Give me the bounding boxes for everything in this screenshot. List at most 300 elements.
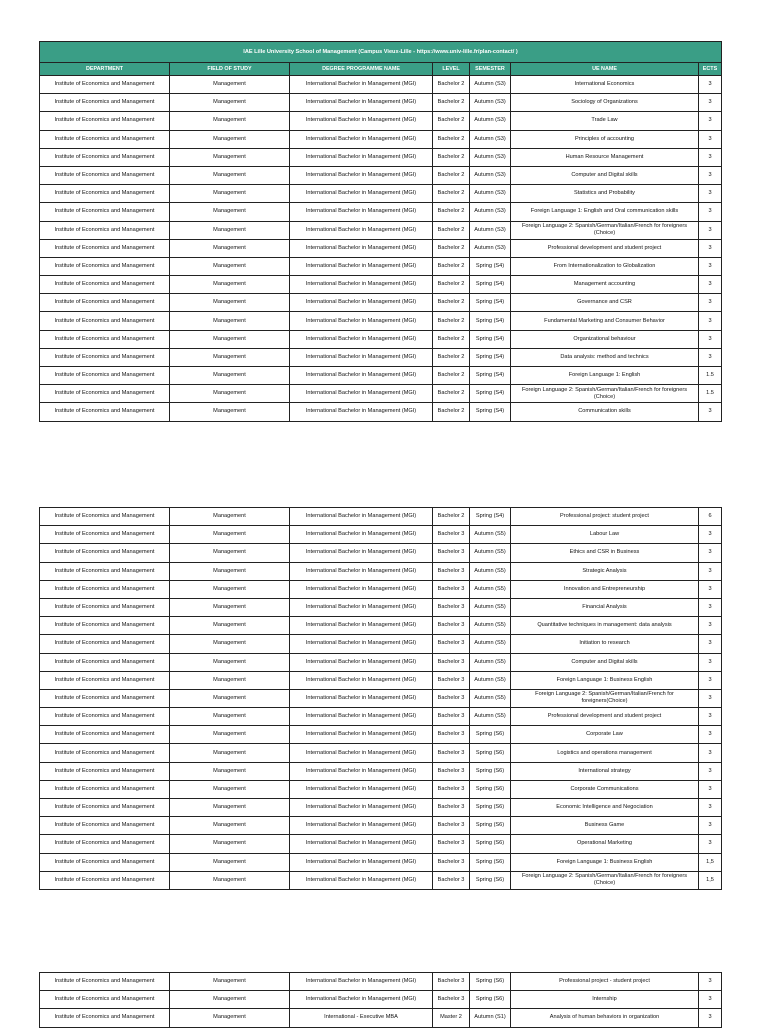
table-row — [40, 148, 722, 166]
cell-programme: International Bachelor in Management (MGI) — [290, 762, 433, 780]
cell-programme: International Bachelor in Management (MGI) — [290, 294, 433, 312]
cell-department: Institute of Economics and Management — [40, 780, 170, 798]
table-row — [40, 367, 722, 385]
table-row — [40, 671, 722, 689]
cell-department: Institute of Economics and Management — [40, 671, 170, 689]
cell-programme: International Bachelor in Management (MGI) — [290, 991, 433, 1009]
cell-ects: 3 — [699, 744, 722, 762]
cell-level: Bachelor 3 — [433, 835, 470, 853]
cell-level: Bachelor 3 — [433, 689, 470, 707]
cell-programme: International Bachelor in Management (MGI) — [290, 708, 433, 726]
cell-ects: 3 — [699, 580, 722, 598]
cell-department: Institute of Economics and Management — [40, 185, 170, 203]
cell-level: Bachelor 2 — [433, 312, 470, 330]
col-header-level: LEVEL — [433, 63, 470, 76]
cell-department: Institute of Economics and Management — [40, 562, 170, 580]
cell-level: Bachelor 3 — [433, 817, 470, 835]
cell-level: Bachelor 2 — [433, 348, 470, 366]
cell-programme: International Bachelor in Management (MGI) — [290, 871, 433, 889]
table-row — [40, 185, 722, 203]
cell-department: Institute of Economics and Management — [40, 526, 170, 544]
cell-department: Institute of Economics and Management — [40, 294, 170, 312]
cell-field-of-study: Management — [170, 330, 290, 348]
cell-semester: Autumn (S5) — [470, 635, 511, 653]
cell-ue-name: Fundamental Marketing and Consumer Behavior — [511, 312, 699, 330]
cell-ects: 3 — [699, 762, 722, 780]
table-row — [40, 653, 722, 671]
cell-ue-name: International Economics — [511, 76, 699, 94]
table-row — [40, 780, 722, 798]
cell-field-of-study: Management — [170, 367, 290, 385]
cell-department: Institute of Economics and Management — [40, 708, 170, 726]
table-row — [40, 294, 722, 312]
cell-ects: 3 — [699, 221, 722, 239]
cell-ue-name: Foreign Language 2: Spanish/German/Italian/French for foreigners(Choice) — [511, 689, 699, 707]
cell-level: Bachelor 2 — [433, 221, 470, 239]
cell-field-of-study: Management — [170, 130, 290, 148]
cell-department: Institute of Economics and Management — [40, 973, 170, 991]
col-header-ects: ECTS — [699, 63, 722, 76]
cell-programme: International Bachelor in Management (MGI) — [290, 130, 433, 148]
cell-semester: Spring (S6) — [470, 973, 511, 991]
cell-field-of-study: Management — [170, 1009, 290, 1027]
table-row — [40, 562, 722, 580]
cell-level: Master 2 — [433, 1009, 470, 1027]
col-header-field: FIELD OF STUDY — [170, 63, 290, 76]
cell-field-of-study: Management — [170, 239, 290, 257]
cell-level: Bachelor 3 — [433, 544, 470, 562]
cell-ects: 3 — [699, 148, 722, 166]
cell-ects: 3 — [699, 257, 722, 275]
cell-ue-name: Professional development and student project — [511, 708, 699, 726]
table-row — [40, 817, 722, 835]
cell-semester: Autumn (S1) — [470, 1009, 511, 1027]
cell-semester: Spring (S6) — [470, 744, 511, 762]
cell-programme: International Bachelor in Management (MGI) — [290, 112, 433, 130]
cell-field-of-study: Management — [170, 203, 290, 221]
cell-semester: Spring (S6) — [470, 871, 511, 889]
cell-level: Bachelor 2 — [433, 403, 470, 421]
cell-programme: International Bachelor in Management (MGI) — [290, 385, 433, 403]
cell-field-of-study: Management — [170, 385, 290, 403]
cell-ue-name: Corporate Law — [511, 726, 699, 744]
cell-ects: 3 — [699, 1009, 722, 1027]
cell-programme: International Bachelor in Management (MGI) — [290, 276, 433, 294]
cell-level: Bachelor 2 — [433, 508, 470, 526]
cell-programme: International Bachelor in Management (MGI) — [290, 544, 433, 562]
cell-level: Bachelor 2 — [433, 130, 470, 148]
cell-ue-name: Principles of accounting — [511, 130, 699, 148]
cell-ue-name: Foreign Language 1: English — [511, 367, 699, 385]
cell-programme: International Bachelor in Management (MGI) — [290, 330, 433, 348]
cell-department: Institute of Economics and Management — [40, 853, 170, 871]
cell-programme: International Bachelor in Management (MGI) — [290, 403, 433, 421]
cell-programme: International Bachelor in Management (MGI) — [290, 526, 433, 544]
cell-ects: 3 — [699, 130, 722, 148]
cell-ue-name: Initiation to research — [511, 635, 699, 653]
cell-ects: 3 — [699, 403, 722, 421]
cell-ects: 3 — [699, 726, 722, 744]
cell-level: Bachelor 3 — [433, 744, 470, 762]
cell-ue-name: Management accounting — [511, 276, 699, 294]
cell-semester: Autumn (S3) — [470, 76, 511, 94]
cell-department: Institute of Economics and Management — [40, 221, 170, 239]
cell-field-of-study: Management — [170, 780, 290, 798]
cell-ects: 3 — [699, 526, 722, 544]
cell-ue-name: Corporate Communications — [511, 780, 699, 798]
cell-level: Bachelor 3 — [433, 526, 470, 544]
cell-department: Institute of Economics and Management — [40, 580, 170, 598]
cell-field-of-study: Management — [170, 221, 290, 239]
table-row — [40, 526, 722, 544]
cell-department: Institute of Economics and Management — [40, 635, 170, 653]
table-row — [40, 708, 722, 726]
cell-level: Bachelor 3 — [433, 653, 470, 671]
cell-ue-name: Statistics and Probability — [511, 185, 699, 203]
cell-semester: Spring (S4) — [470, 294, 511, 312]
cell-semester: Spring (S4) — [470, 348, 511, 366]
cell-ects: 3 — [699, 799, 722, 817]
course-table-2 — [39, 507, 722, 890]
cell-department: Institute of Economics and Management — [40, 367, 170, 385]
table-row — [40, 403, 722, 421]
table-row — [40, 580, 722, 598]
cell-programme: International Bachelor in Management (MGI) — [290, 185, 433, 203]
table-row — [40, 1009, 722, 1027]
cell-semester: Autumn (S3) — [470, 148, 511, 166]
table-row — [40, 991, 722, 1009]
cell-field-of-study: Management — [170, 598, 290, 616]
cell-ects: 3 — [699, 239, 722, 257]
cell-programme: International Bachelor in Management (MGI) — [290, 508, 433, 526]
table-body-3 — [40, 973, 722, 1028]
cell-ue-name: Foreign Language 2: Spanish/German/Italian/French for foreigners (Choice) — [511, 385, 699, 403]
table-row — [40, 871, 722, 889]
cell-level: Bachelor 3 — [433, 726, 470, 744]
cell-programme: International Bachelor in Management (MGI) — [290, 562, 433, 580]
table-row — [40, 221, 722, 239]
cell-programme: International Bachelor in Management (MGI) — [290, 312, 433, 330]
table-row — [40, 348, 722, 366]
table-row — [40, 799, 722, 817]
cell-ue-name: Trade Law — [511, 112, 699, 130]
table-row — [40, 598, 722, 616]
cell-ects: 3 — [699, 617, 722, 635]
cell-field-of-study: Management — [170, 185, 290, 203]
cell-programme: International Bachelor in Management (MGI) — [290, 166, 433, 184]
cell-semester: Spring (S6) — [470, 817, 511, 835]
cell-semester: Spring (S4) — [470, 385, 511, 403]
cell-semester: Autumn (S5) — [470, 562, 511, 580]
cell-ects: 3 — [699, 276, 722, 294]
table-row — [40, 312, 722, 330]
cell-ue-name: Operational Marketing — [511, 835, 699, 853]
cell-semester: Spring (S6) — [470, 762, 511, 780]
cell-semester: Autumn (S5) — [470, 580, 511, 598]
cell-field-of-study: Management — [170, 94, 290, 112]
cell-level: Bachelor 2 — [433, 294, 470, 312]
cell-ects: 3 — [699, 653, 722, 671]
cell-field-of-study: Management — [170, 635, 290, 653]
cell-semester: Spring (S4) — [470, 367, 511, 385]
table-row — [40, 330, 722, 348]
cell-level: Bachelor 3 — [433, 853, 470, 871]
cell-ue-name: Organizational behaviour — [511, 330, 699, 348]
cell-semester: Autumn (S3) — [470, 239, 511, 257]
cell-semester: Spring (S4) — [470, 276, 511, 294]
cell-ects: 1.5 — [699, 385, 722, 403]
cell-semester: Autumn (S3) — [470, 185, 511, 203]
cell-department: Institute of Economics and Management — [40, 726, 170, 744]
cell-programme: International Bachelor in Management (MGI) — [290, 973, 433, 991]
cell-programme: International Bachelor in Management (MGI) — [290, 671, 433, 689]
cell-department: Institute of Economics and Management — [40, 508, 170, 526]
cell-department: Institute of Economics and Management — [40, 762, 170, 780]
cell-field-of-study: Management — [170, 617, 290, 635]
cell-level: Bachelor 2 — [433, 76, 470, 94]
table-row — [40, 112, 722, 130]
cell-programme: International - Executive MBA — [290, 1009, 433, 1027]
cell-field-of-study: Management — [170, 744, 290, 762]
cell-programme: International Bachelor in Management (MGI) — [290, 203, 433, 221]
cell-field-of-study: Management — [170, 257, 290, 275]
cell-ue-name: Data analysis: method and technics — [511, 348, 699, 366]
cell-ue-name: Governance and CSR — [511, 294, 699, 312]
table-row — [40, 544, 722, 562]
cell-department: Institute of Economics and Management — [40, 385, 170, 403]
cell-level: Bachelor 3 — [433, 598, 470, 616]
table-row — [40, 166, 722, 184]
cell-ects: 3 — [699, 991, 722, 1009]
cell-semester: Spring (S4) — [470, 508, 511, 526]
table-title: IAE Lille University School of Management (Campus Vieux-Lille - https://www.univ-lille.fr/plan-contact/ ) — [40, 42, 722, 63]
cell-department: Institute of Economics and Management — [40, 148, 170, 166]
table-row — [40, 94, 722, 112]
course-table-3 — [39, 972, 722, 1028]
col-header-semester: SEMESTER — [470, 63, 511, 76]
cell-level: Bachelor 2 — [433, 239, 470, 257]
cell-ects: 1.5 — [699, 367, 722, 385]
cell-level: Bachelor 3 — [433, 671, 470, 689]
cell-field-of-study: Management — [170, 526, 290, 544]
cell-ue-name: Internship — [511, 991, 699, 1009]
cell-level: Bachelor 2 — [433, 367, 470, 385]
cell-semester: Spring (S4) — [470, 312, 511, 330]
cell-semester: Autumn (S5) — [470, 526, 511, 544]
table-row — [40, 762, 722, 780]
cell-ects: 3 — [699, 689, 722, 707]
cell-programme: International Bachelor in Management (MGI) — [290, 348, 433, 366]
cell-semester: Spring (S4) — [470, 330, 511, 348]
table-row — [40, 385, 722, 403]
cell-level: Bachelor 3 — [433, 708, 470, 726]
cell-semester: Autumn (S5) — [470, 598, 511, 616]
cell-field-of-study: Management — [170, 708, 290, 726]
cell-field-of-study: Management — [170, 403, 290, 421]
cell-ue-name: From Internationalization to Globalization — [511, 257, 699, 275]
cell-programme: International Bachelor in Management (MGI) — [290, 635, 433, 653]
cell-department: Institute of Economics and Management — [40, 1009, 170, 1027]
col-header-programme: DEGREE PROGRAMME NAME — [290, 63, 433, 76]
cell-level: Bachelor 3 — [433, 871, 470, 889]
cell-semester: Autumn (S5) — [470, 708, 511, 726]
cell-department: Institute of Economics and Management — [40, 203, 170, 221]
cell-department: Institute of Economics and Management — [40, 544, 170, 562]
cell-ects: 3 — [699, 598, 722, 616]
cell-level: Bachelor 2 — [433, 148, 470, 166]
cell-ects: 3 — [699, 835, 722, 853]
cell-field-of-study: Management — [170, 817, 290, 835]
cell-semester: Spring (S4) — [470, 257, 511, 275]
cell-ue-name: Innovation and Entrepreneurship — [511, 580, 699, 598]
table-body-1 — [40, 76, 722, 422]
cell-ects: 3 — [699, 544, 722, 562]
cell-field-of-study: Management — [170, 276, 290, 294]
cell-ects: 3 — [699, 348, 722, 366]
table-row — [40, 276, 722, 294]
cell-semester: Autumn (S5) — [470, 653, 511, 671]
cell-programme: International Bachelor in Management (MGI) — [290, 239, 433, 257]
cell-ects: 6 — [699, 508, 722, 526]
cell-level: Bachelor 3 — [433, 562, 470, 580]
table-row — [40, 76, 722, 94]
cell-field-of-study: Management — [170, 835, 290, 853]
cell-programme: International Bachelor in Management (MGI) — [290, 617, 433, 635]
table-row — [40, 203, 722, 221]
cell-ue-name: Logistics and operations management — [511, 744, 699, 762]
cell-ue-name: Foreign Language 2: Spanish/German/Italian/French for foreigners (Choice) — [511, 871, 699, 889]
cell-ue-name: Labour Law — [511, 526, 699, 544]
cell-programme: International Bachelor in Management (MGI) — [290, 94, 433, 112]
cell-semester: Autumn (S3) — [470, 203, 511, 221]
cell-ects: 1,5 — [699, 871, 722, 889]
table-row — [40, 726, 722, 744]
cell-programme: International Bachelor in Management (MGI) — [290, 726, 433, 744]
cell-programme: International Bachelor in Management (MGI) — [290, 367, 433, 385]
cell-department: Institute of Economics and Management — [40, 166, 170, 184]
cell-programme: International Bachelor in Management (MGI) — [290, 744, 433, 762]
cell-field-of-study: Management — [170, 799, 290, 817]
cell-programme: International Bachelor in Management (MGI) — [290, 653, 433, 671]
cell-semester: Spring (S6) — [470, 853, 511, 871]
cell-programme: International Bachelor in Management (MGI) — [290, 580, 433, 598]
table-body-2 — [40, 508, 722, 890]
cell-programme: International Bachelor in Management (MGI) — [290, 76, 433, 94]
cell-level: Bachelor 3 — [433, 799, 470, 817]
table-row — [40, 689, 722, 707]
cell-ue-name: Foreign Language 2: Spanish/German/Italian/French for foreigners (Choice) — [511, 221, 699, 239]
cell-field-of-study: Management — [170, 294, 290, 312]
table-row — [40, 130, 722, 148]
cell-ue-name: International strategy — [511, 762, 699, 780]
cell-department: Institute of Economics and Management — [40, 403, 170, 421]
cell-programme: International Bachelor in Management (MGI) — [290, 598, 433, 616]
cell-department: Institute of Economics and Management — [40, 257, 170, 275]
cell-field-of-study: Management — [170, 871, 290, 889]
cell-field-of-study: Management — [170, 76, 290, 94]
cell-level: Bachelor 2 — [433, 276, 470, 294]
cell-ects: 3 — [699, 294, 722, 312]
cell-semester: Autumn (S5) — [470, 689, 511, 707]
cell-field-of-study: Management — [170, 348, 290, 366]
table-row — [40, 973, 722, 991]
cell-programme: International Bachelor in Management (MGI) — [290, 689, 433, 707]
cell-semester: Autumn (S3) — [470, 112, 511, 130]
cell-field-of-study: Management — [170, 991, 290, 1009]
cell-semester: Spring (S6) — [470, 780, 511, 798]
cell-department: Institute of Economics and Management — [40, 653, 170, 671]
cell-department: Institute of Economics and Management — [40, 276, 170, 294]
cell-programme: International Bachelor in Management (MGI) — [290, 817, 433, 835]
cell-ects: 3 — [699, 973, 722, 991]
cell-ects: 3 — [699, 312, 722, 330]
col-header-ue-name: UE NAME — [511, 63, 699, 76]
cell-ects: 3 — [699, 112, 722, 130]
cell-semester: Autumn (S5) — [470, 544, 511, 562]
cell-level: Bachelor 2 — [433, 203, 470, 221]
col-header-department: DEPARTMENT — [40, 63, 170, 76]
cell-ects: 3 — [699, 780, 722, 798]
cell-field-of-study: Management — [170, 544, 290, 562]
cell-semester: Spring (S6) — [470, 726, 511, 744]
cell-department: Institute of Economics and Management — [40, 348, 170, 366]
cell-ue-name: Professional project - student project — [511, 973, 699, 991]
cell-ue-name: Foreign Language 1: Business English — [511, 853, 699, 871]
cell-field-of-study: Management — [170, 671, 290, 689]
cell-ects: 3 — [699, 635, 722, 653]
cell-semester: Autumn (S3) — [470, 94, 511, 112]
cell-ue-name: Analysis of human behaviors in organization — [511, 1009, 699, 1027]
cell-field-of-study: Management — [170, 853, 290, 871]
cell-field-of-study: Management — [170, 689, 290, 707]
cell-ue-name: Business Game — [511, 817, 699, 835]
cell-department: Institute of Economics and Management — [40, 689, 170, 707]
cell-ue-name: Computer and Digital skills — [511, 653, 699, 671]
cell-ue-name: Strategic Analysis — [511, 562, 699, 580]
cell-programme: International Bachelor in Management (MGI) — [290, 148, 433, 166]
table-row — [40, 617, 722, 635]
table-row — [40, 744, 722, 762]
cell-programme: International Bachelor in Management (MGI) — [290, 780, 433, 798]
course-table-1 — [39, 41, 722, 422]
cell-level: Bachelor 2 — [433, 257, 470, 275]
cell-programme: International Bachelor in Management (MGI) — [290, 257, 433, 275]
cell-programme: International Bachelor in Management (MGI) — [290, 835, 433, 853]
cell-ects: 3 — [699, 817, 722, 835]
cell-ects: 3 — [699, 708, 722, 726]
cell-field-of-study: Management — [170, 580, 290, 598]
cell-level: Bachelor 2 — [433, 94, 470, 112]
cell-department: Institute of Economics and Management — [40, 817, 170, 835]
cell-field-of-study: Management — [170, 562, 290, 580]
cell-ue-name: Economic Intelligence and Negociation — [511, 799, 699, 817]
cell-ects: 3 — [699, 330, 722, 348]
table-row — [40, 508, 722, 526]
cell-ue-name: Financial Analysis — [511, 598, 699, 616]
cell-programme: International Bachelor in Management (MGI) — [290, 221, 433, 239]
cell-department: Institute of Economics and Management — [40, 130, 170, 148]
cell-semester: Spring (S6) — [470, 991, 511, 1009]
cell-department: Institute of Economics and Management — [40, 617, 170, 635]
table-row — [40, 835, 722, 853]
cell-level: Bachelor 3 — [433, 762, 470, 780]
table-row — [40, 239, 722, 257]
cell-level: Bachelor 3 — [433, 580, 470, 598]
cell-ue-name: Professional development and student project — [511, 239, 699, 257]
cell-ects: 3 — [699, 76, 722, 94]
cell-field-of-study: Management — [170, 762, 290, 780]
cell-level: Bachelor 3 — [433, 635, 470, 653]
